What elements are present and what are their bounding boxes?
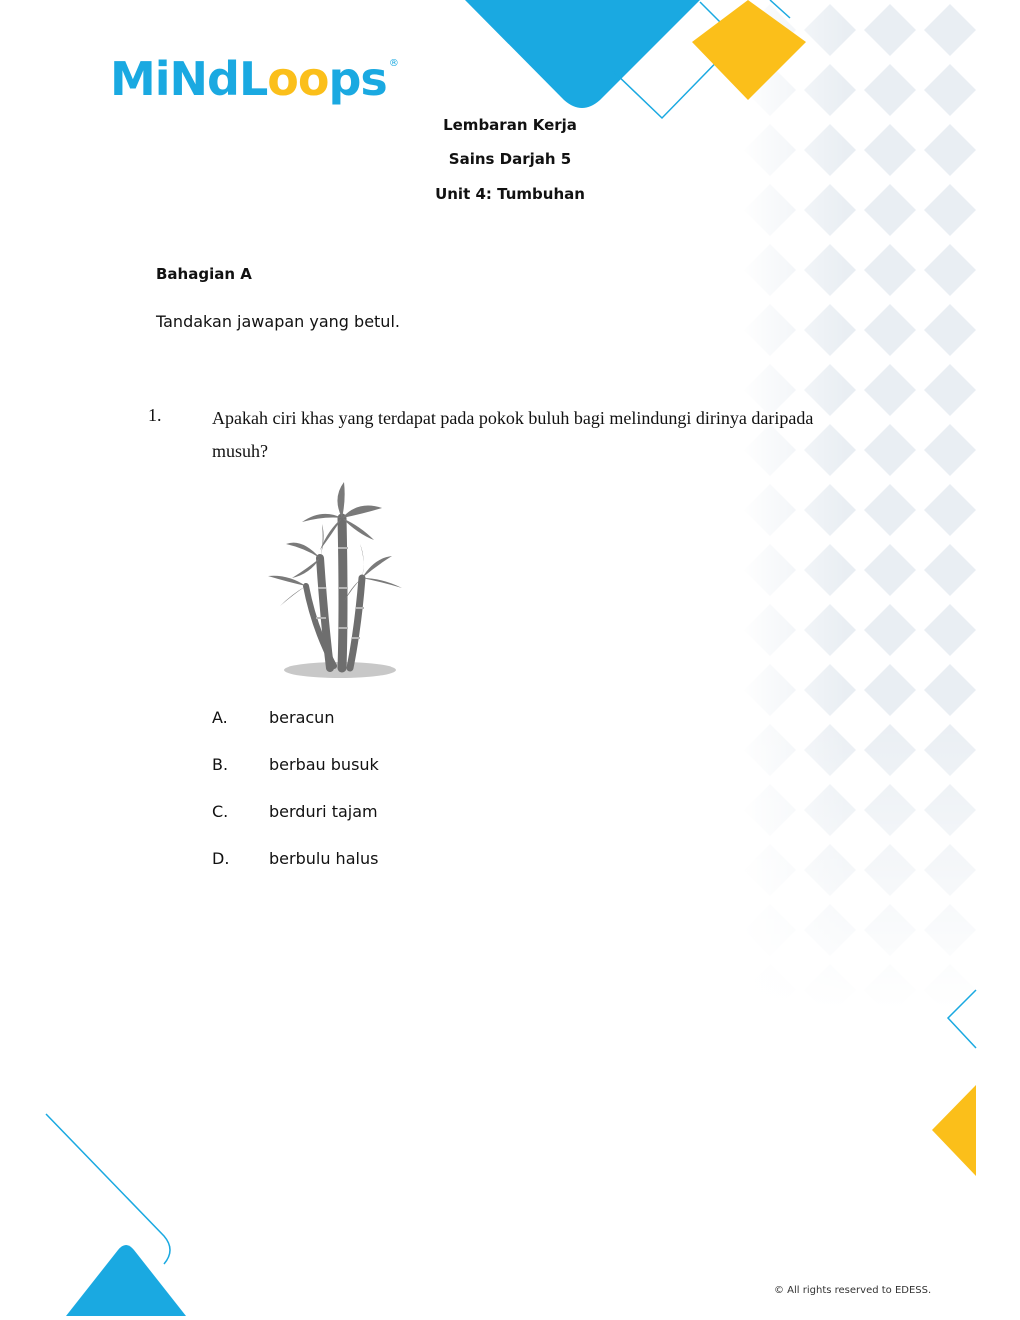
option-a-letter: A. — [212, 708, 228, 727]
worksheet-unit: Unit 4: Tumbuhan — [435, 185, 585, 203]
worksheet-subject: Sains Darjah 5 — [448, 150, 572, 168]
worksheet-title: Lembaran Kerja — [443, 116, 577, 134]
option-b-text: berbau busuk — [269, 755, 379, 774]
option-a-text: beracun — [269, 708, 335, 727]
question-number: 1. — [148, 405, 162, 425]
mindloops-logo: MiNdL oo ps ® — [110, 52, 399, 106]
question-text: Apakah ciri khas yang terdapat pada pokok buluh bagi melindungi dirinya daripada musuh? — [212, 408, 814, 461]
option-b-letter: B. — [212, 755, 229, 774]
section-title: Bahagian A — [156, 265, 252, 283]
section-instruction: Tandakan jawapan yang betul. — [156, 312, 400, 331]
bamboo-plant-icon — [262, 478, 412, 684]
option-d-text: berbulu halus — [269, 849, 379, 868]
option-c-letter: C. — [212, 802, 229, 821]
option-d-letter: D. — [212, 849, 230, 868]
option-c-text: berduri tajam — [269, 802, 378, 821]
copyright-footer: © All rights reserved to EDESS. — [774, 1285, 932, 1296]
